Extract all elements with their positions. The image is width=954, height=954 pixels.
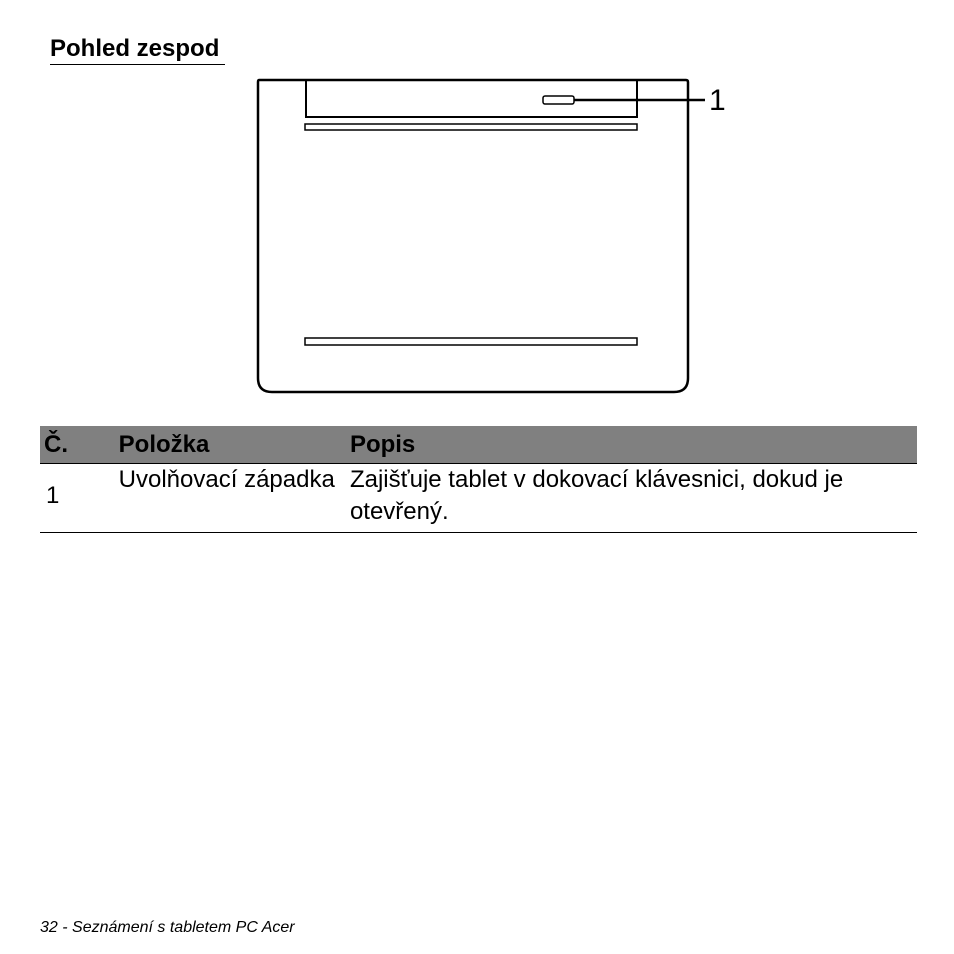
release-latch-shape — [543, 96, 574, 104]
tablet-bottom-view-illustration — [250, 74, 730, 396]
callout-label: 1 — [709, 84, 726, 117]
header-description: Popis — [350, 426, 917, 464]
section-heading: Pohled zespod — [50, 34, 225, 65]
header-item: Položka — [119, 426, 350, 464]
page-footer: 32 - Seznámení s tabletem PC Acer — [40, 919, 295, 936]
table-row — [40, 464, 917, 533]
table-header-row — [40, 426, 917, 464]
top-rail — [305, 124, 637, 130]
header-number: Č. — [40, 426, 119, 464]
row-item: Uvolňovací západka — [118, 466, 335, 493]
parts-table — [40, 426, 917, 533]
row-description: Zajišťuje tablet v dokovací klávesnici, dokud je otevřený. — [349, 466, 844, 525]
row-number: 1 — [46, 482, 60, 509]
bottom-rail — [305, 338, 637, 345]
